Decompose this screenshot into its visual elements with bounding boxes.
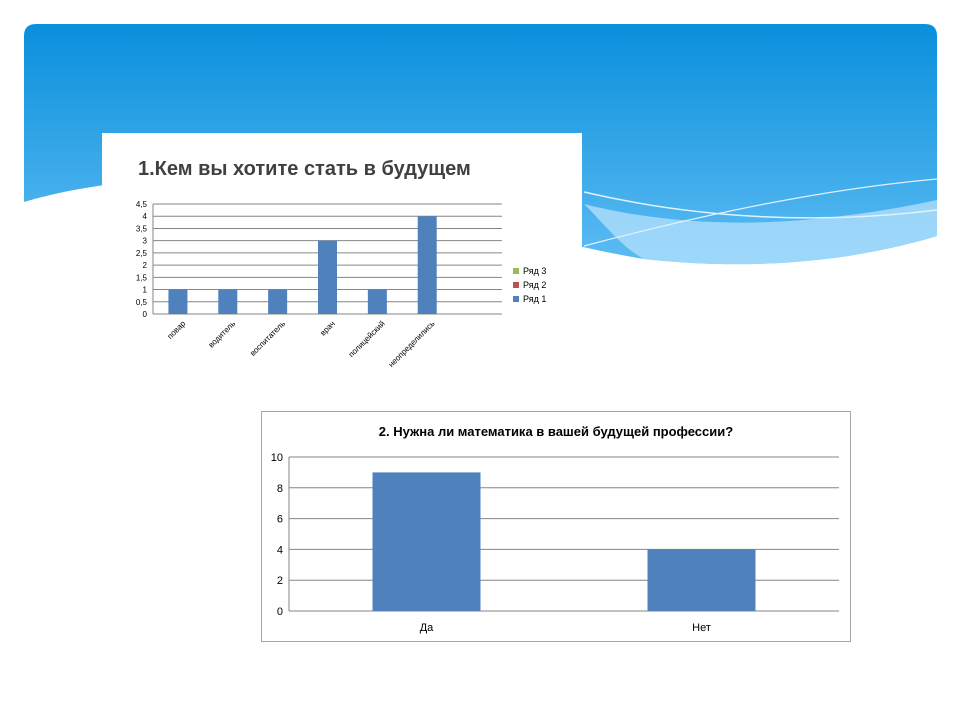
y-tick-label: 2 <box>276 575 283 588</box>
y-tick-label: 2,5 <box>135 248 147 258</box>
x-tick-label: водитель <box>206 319 238 350</box>
x-tick-label: Да <box>419 622 434 634</box>
x-tick-label: повар <box>165 319 188 341</box>
y-tick-label: 0 <box>276 606 283 618</box>
bar-воспитатель <box>268 290 287 314</box>
chart-math-panel <box>261 411 851 642</box>
legend-swatch <box>513 296 519 302</box>
bar-полицейский <box>368 290 387 314</box>
legend-swatch <box>513 282 519 288</box>
y-tick-label: 6 <box>276 513 283 526</box>
x-tick-label: неопределились <box>386 319 437 370</box>
chart-math-title: 2. Нужна ли математика в вашей будущей профессии? <box>378 424 734 439</box>
chart-profession <box>102 133 582 383</box>
y-tick-label: 1 <box>142 285 147 295</box>
chart-profession-panel <box>102 133 582 383</box>
y-tick-label: 4,5 <box>135 200 147 209</box>
bar-Нет <box>648 549 756 611</box>
y-tick-label: 3 <box>142 236 147 246</box>
legend-label: Ряд 1 <box>523 294 547 304</box>
chart-profession-title: 1.Кем вы хотите стать в будущем <box>138 158 471 180</box>
x-tick-label: полицейский <box>346 319 387 360</box>
legend-label: Ряд 3 <box>523 266 547 276</box>
y-tick-label: 10 <box>270 452 283 464</box>
legend-label: Ряд 2 <box>523 280 547 290</box>
bar-повар <box>168 290 187 314</box>
y-tick-label: 4 <box>142 212 147 222</box>
bar-водитель <box>218 290 237 314</box>
x-tick-label: врач <box>318 319 337 338</box>
bar-врач <box>318 241 337 314</box>
y-tick-label: 3,5 <box>135 224 147 234</box>
x-tick-label: Нет <box>692 622 711 634</box>
bar-неопределились <box>418 216 437 314</box>
chart-math <box>262 412 850 641</box>
bar-Да <box>373 472 481 611</box>
y-tick-label: 4 <box>276 544 283 557</box>
y-tick-label: 8 <box>276 482 283 495</box>
y-tick-label: 0 <box>142 310 147 319</box>
y-tick-label: 1,5 <box>135 273 147 283</box>
y-tick-label: 2 <box>142 261 147 271</box>
legend-swatch <box>513 268 519 274</box>
x-tick-label: воспитатель <box>248 319 288 358</box>
y-tick-label: 0,5 <box>135 297 147 307</box>
